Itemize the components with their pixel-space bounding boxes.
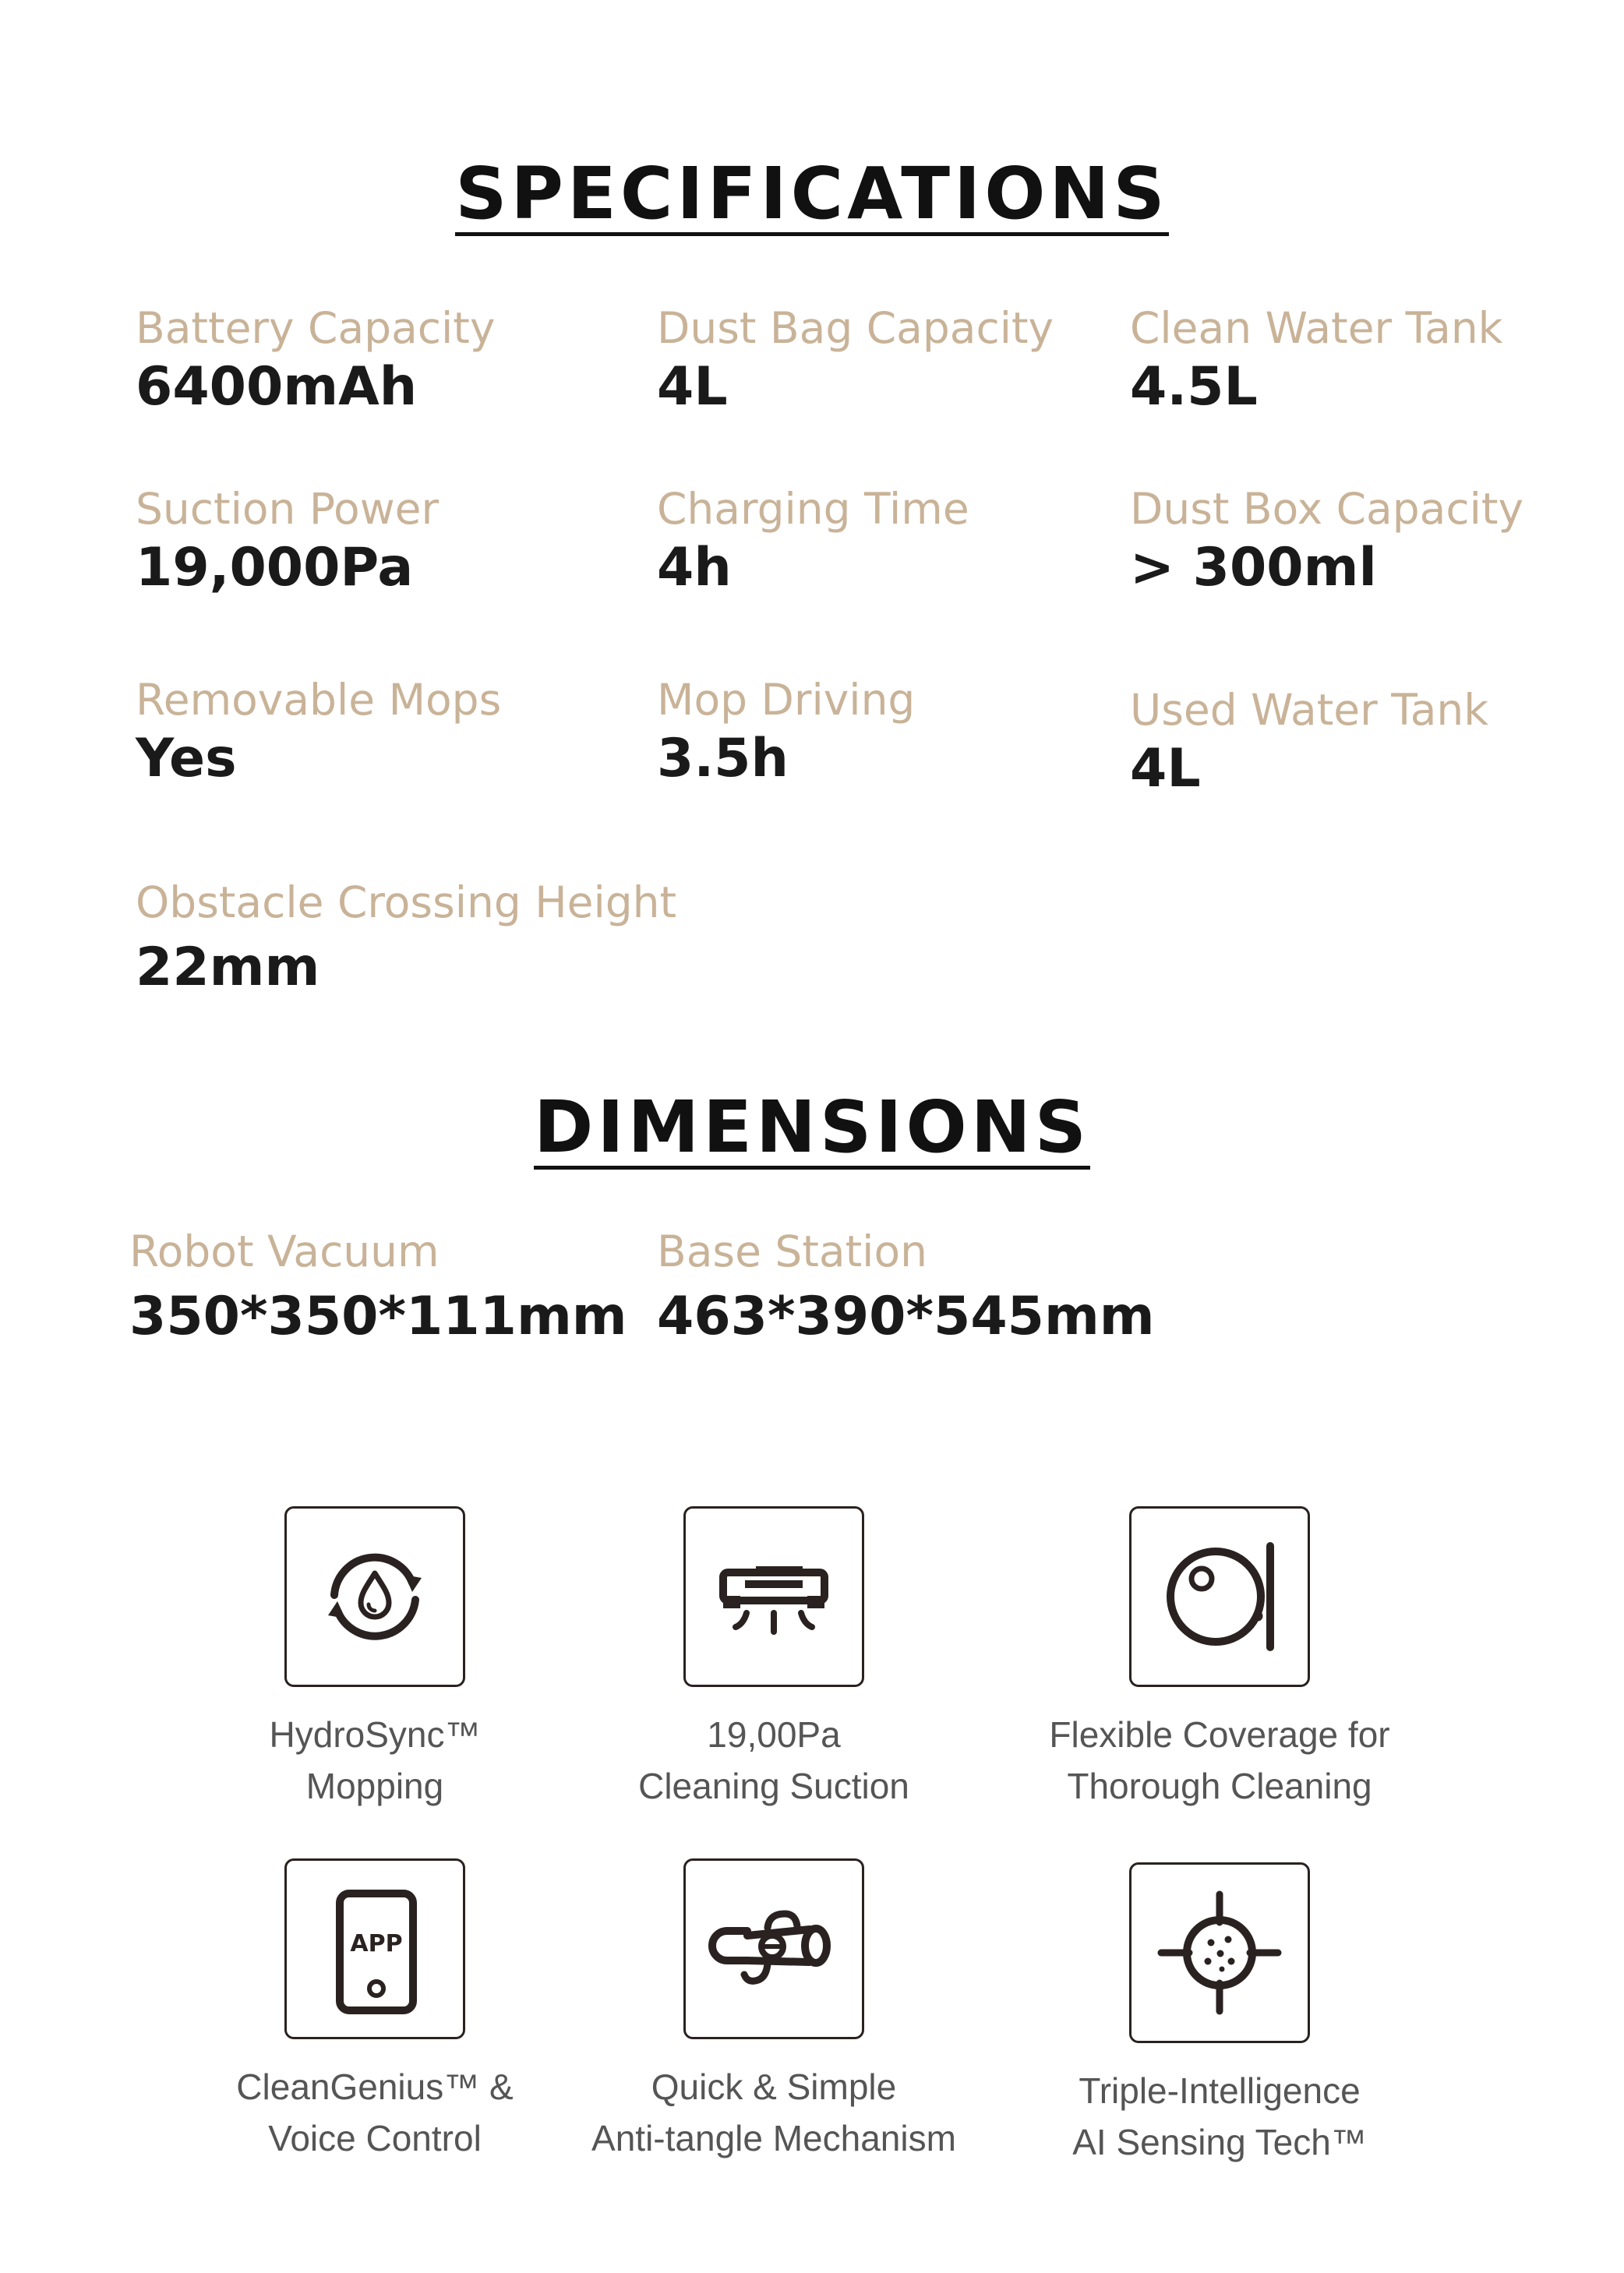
feature-caption: CleanGenius™ & Voice Control xyxy=(236,2067,514,2158)
app-icon-text: APP xyxy=(350,1930,403,1957)
feature-ai-sensing xyxy=(986,1862,1453,2168)
spec-label: Dust Box Capacity xyxy=(1130,484,1523,534)
dim-base-station xyxy=(657,1226,1155,1347)
dim-label: Robot Vacuum xyxy=(129,1227,440,1276)
spec-value: 22mm xyxy=(136,937,320,998)
dim-value: 350*350*111mm xyxy=(129,1286,627,1347)
spec-label: Obstacle Crossing Height xyxy=(136,877,677,927)
spec-label: Removable Mops xyxy=(136,675,502,725)
specifications-title: SPECIFICATIONS xyxy=(455,152,1169,235)
feature-caption: Quick & Simple Anti-tangle Mechanism xyxy=(591,2067,956,2158)
feature-caption: HydroSync™ Mopping xyxy=(269,1714,481,1806)
spec-value: 4h xyxy=(657,537,732,598)
feature-cleangenius-voice xyxy=(141,1858,609,2164)
water-cycle-icon xyxy=(284,1506,465,1687)
spec-value: 4.5L xyxy=(1130,356,1258,418)
spec-value: > 300ml xyxy=(1130,537,1377,598)
ai-sensor-target-icon xyxy=(1129,1862,1310,2043)
spec-obstacle-crossing-height xyxy=(136,877,676,998)
spec-removable-mops xyxy=(136,674,501,789)
feature-caption: 19,00Pa Cleaning Suction xyxy=(638,1714,909,1806)
spec-label: Clean Water Tank xyxy=(1130,303,1503,353)
spec-label: Suction Power xyxy=(136,484,440,534)
feature-caption: Flexible Coverage for Thorough Cleaning xyxy=(1049,1714,1390,1806)
feature-hydrosync-mopping xyxy=(141,1506,609,1812)
spec-used-water-tank xyxy=(1130,684,1488,799)
feature-cleaning-suction xyxy=(540,1506,1008,1812)
spec-label: Charging Time xyxy=(657,484,969,534)
spec-mop-driving xyxy=(657,674,915,789)
dimensions-title: DIMENSIONS xyxy=(534,1085,1090,1169)
spec-value: 4L xyxy=(657,356,728,418)
suction-icon xyxy=(683,1506,864,1687)
spec-battery-capacity xyxy=(136,302,495,418)
robot-edge-icon xyxy=(1129,1506,1310,1687)
spec-value: 6400mAh xyxy=(136,356,418,418)
anti-tangle-brush-icon xyxy=(683,1858,864,2039)
feature-caption: Triple-Intelligence AI Sensing Tech™ xyxy=(1072,2070,1367,2162)
spec-clean-water-tank xyxy=(1130,302,1503,418)
feature-anti-tangle xyxy=(540,1858,1008,2164)
spec-label: Mop Driving xyxy=(657,675,916,725)
dim-label: Base Station xyxy=(657,1227,927,1276)
dim-robot-vacuum xyxy=(129,1226,627,1347)
spec-dust-bag-capacity xyxy=(657,302,1054,418)
spec-value: 19,000Pa xyxy=(136,537,414,598)
dim-value: 463*390*545mm xyxy=(657,1286,1155,1347)
spec-value: Yes xyxy=(136,728,237,789)
spec-label: Used Water Tank xyxy=(1130,685,1489,735)
spec-dust-box-capacity xyxy=(1130,483,1523,598)
spec-label: Dust Bag Capacity xyxy=(657,303,1054,353)
feature-flexible-coverage xyxy=(986,1506,1453,1812)
spec-suction-power xyxy=(136,483,439,598)
spec-value: 3.5h xyxy=(657,728,789,789)
spec-label: Battery Capacity xyxy=(136,303,496,353)
app-phone-icon xyxy=(284,1858,465,2039)
spec-charging-time xyxy=(657,483,969,598)
spec-value: 4L xyxy=(1130,738,1201,799)
